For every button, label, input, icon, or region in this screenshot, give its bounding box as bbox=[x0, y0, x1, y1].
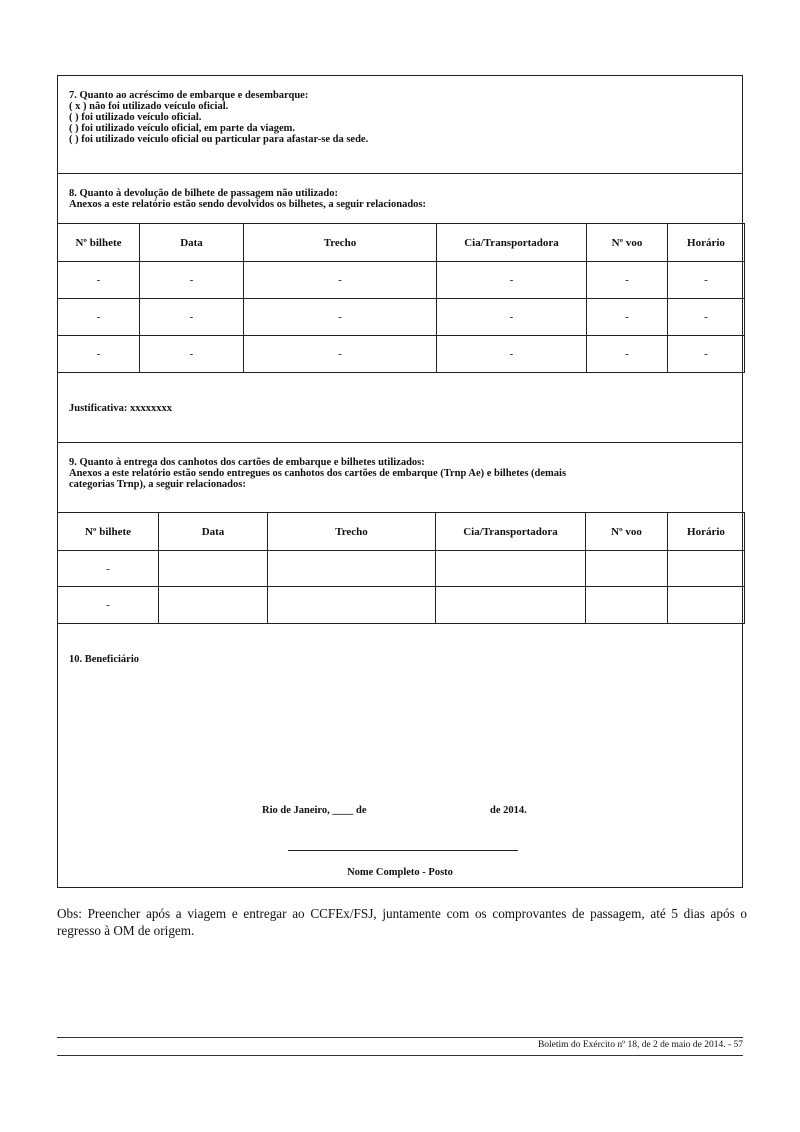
header-carrier: Cia/Transportadora bbox=[436, 513, 586, 551]
place-date-prefix: Rio de Janeiro, ____ de bbox=[262, 805, 367, 816]
table-cell: - bbox=[58, 262, 140, 299]
section-7-option: ( ) foi utilizado veículo oficial, em parte da viagem. bbox=[69, 123, 296, 134]
section-9-title: 9. Quanto à entrega dos canhotos dos cartões de embarque e bilhetes utilizados: bbox=[69, 457, 425, 468]
header-ticket-number: Nº bilhete bbox=[58, 224, 140, 262]
table-cell: - bbox=[140, 336, 244, 373]
table-cell bbox=[586, 551, 668, 587]
divider bbox=[58, 173, 742, 174]
table-cell: - bbox=[58, 336, 140, 373]
table-cell bbox=[668, 587, 745, 624]
table-cell bbox=[668, 551, 745, 587]
table-header-row bbox=[58, 224, 745, 262]
section-8-subtitle: Anexos a este relatório estão sendo devolvidos os bilhetes, a seguir relacionados: bbox=[69, 199, 426, 210]
section-7-option: ( x ) não foi utilizado veículo oficial. bbox=[69, 101, 229, 112]
table-cell: - bbox=[437, 299, 587, 336]
section-7-title: 7. Quanto ao acréscimo de embarque e desembarque: bbox=[69, 90, 309, 101]
table-cell: - bbox=[244, 299, 437, 336]
header-flight-number: Nº voo bbox=[586, 513, 668, 551]
table-cell: - bbox=[140, 299, 244, 336]
header-date: Data bbox=[159, 513, 268, 551]
section-9 bbox=[69, 457, 753, 490]
table-cell: - bbox=[587, 336, 668, 373]
table-cell bbox=[268, 587, 436, 624]
table-cell bbox=[268, 551, 436, 587]
travel-report-form bbox=[57, 75, 743, 888]
table-header-row bbox=[58, 513, 745, 551]
table-row bbox=[58, 299, 745, 336]
table-row bbox=[58, 262, 745, 299]
header-flight-number: Nº voo bbox=[587, 224, 668, 262]
table-cell bbox=[159, 551, 268, 587]
table-cell: - bbox=[668, 336, 745, 373]
table-cell: - bbox=[244, 262, 437, 299]
section-8-title: 8. Quanto à devolução de bilhete de passagem não utilizado: bbox=[69, 188, 338, 199]
place-date-suffix: de 2014. bbox=[490, 805, 527, 816]
table-cell: - bbox=[244, 336, 437, 373]
observation-note: Obs: Preencher após a viagem e entregar ao CCFEx/FSJ, juntamente com os comprovantes de passagem, até 5 dias após o regresso à OM de origem. bbox=[57, 906, 747, 938]
table-cell: - bbox=[587, 299, 668, 336]
table-cell: - bbox=[437, 262, 587, 299]
table-row bbox=[58, 336, 745, 373]
table-cell: - bbox=[587, 262, 668, 299]
footer-text: Boletim do Exército nº 18, de 2 de maio de 2014. - 57 bbox=[537, 1040, 743, 1050]
footer-rule bbox=[57, 1055, 743, 1056]
table-cell: - bbox=[437, 336, 587, 373]
table-cell bbox=[586, 587, 668, 624]
table-cell: - bbox=[668, 262, 745, 299]
signature-label: Nome Completo - Posto bbox=[347, 867, 453, 878]
table-row bbox=[58, 587, 745, 624]
table-cell bbox=[159, 587, 268, 624]
justification: Justificativa: xxxxxxxx bbox=[69, 403, 172, 414]
section-8 bbox=[69, 188, 753, 210]
table-cell bbox=[436, 587, 586, 624]
header-date: Data bbox=[140, 224, 244, 262]
table-cell: - bbox=[58, 299, 140, 336]
footer-rule bbox=[57, 1037, 743, 1038]
header-route: Trecho bbox=[244, 224, 437, 262]
header-route: Trecho bbox=[268, 513, 436, 551]
table-cell: - bbox=[58, 587, 159, 624]
header-time: Horário bbox=[668, 513, 745, 551]
section-7-option: ( ) foi utilizado veículo oficial ou particular para afastar-se da sede. bbox=[69, 134, 369, 145]
table-cell: - bbox=[140, 262, 244, 299]
header-ticket-number: Nº bilhete bbox=[58, 513, 159, 551]
signature-line bbox=[288, 850, 518, 851]
section-9-subtitle: categorias Trnp), a seguir relacionados: bbox=[69, 479, 246, 490]
table-cell: - bbox=[668, 299, 745, 336]
table-cell: - bbox=[58, 551, 159, 587]
section-7-option: ( ) foi utilizado veículo oficial. bbox=[69, 112, 202, 123]
divider bbox=[58, 442, 742, 443]
header-time: Horário bbox=[668, 224, 745, 262]
returned-tickets-table bbox=[57, 223, 745, 373]
section-7 bbox=[69, 90, 753, 145]
used-tickets-table bbox=[57, 512, 745, 624]
section-9-subtitle: Anexos a este relatório estão sendo entregues os canhotos dos cartões de embarque (Trnp Ae) e bilhetes (demais bbox=[69, 468, 567, 479]
table-row bbox=[58, 551, 745, 587]
section-10-title: 10. Beneficiário bbox=[69, 654, 139, 665]
header-carrier: Cia/Transportadora bbox=[437, 224, 587, 262]
table-cell bbox=[436, 551, 586, 587]
